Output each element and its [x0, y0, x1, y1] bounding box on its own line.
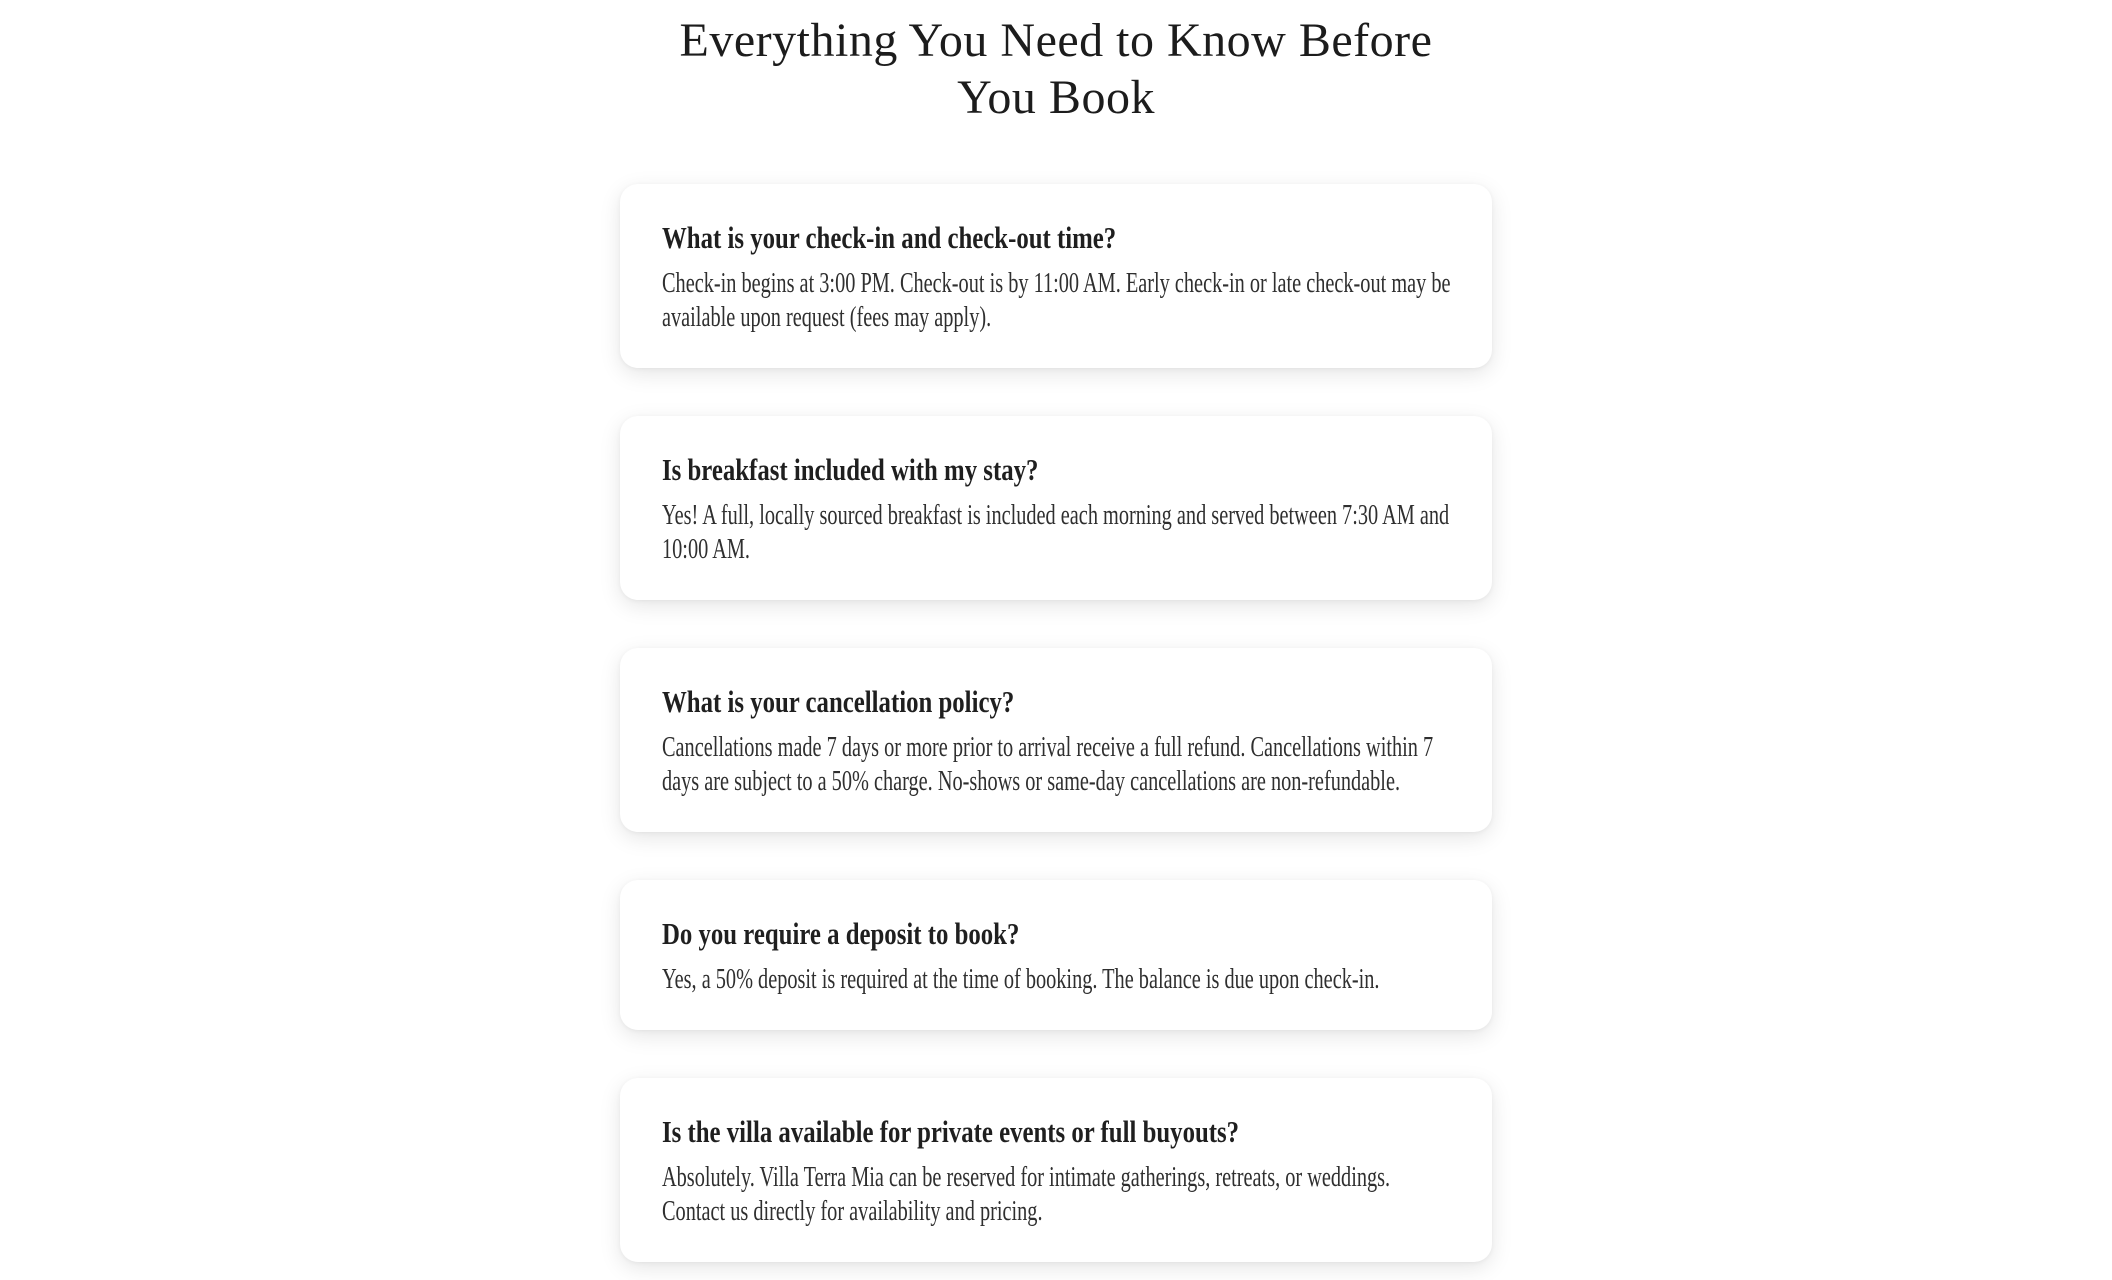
faq-answer: Absolutely. Villa Terra Mia can be reserved for intimate gatherings, retreats, or weddings. Contact us directly for availability and pricing. — [662, 1161, 1391, 1227]
faq-question: Is breakfast included with my stay? — [662, 452, 1039, 487]
faq-card-private-events — [620, 1078, 1492, 1262]
faq-question: What is your check-in and check-out time? — [662, 220, 1117, 255]
page-title-line1: Everything You Need to Know Before — [679, 14, 1433, 67]
faq-answer: Yes! A full, locally sourced breakfast is included each morning and served between 7:30 AM and 10:00 AM. — [662, 499, 1450, 565]
page-title-line2: You Book — [957, 71, 1155, 124]
faq-answer: Check-in begins at 3:00 PM. Check-out is by 11:00 AM. Early check-in or late check-out may be available upon request (fees may apply). — [662, 267, 1451, 333]
faq-card-deposit — [620, 880, 1492, 1030]
faq-question: Do you require a deposit to book? — [662, 916, 1020, 951]
page-title — [0, 12, 2112, 126]
faq-answer: Cancellations made 7 days or more prior to arrival receive a full refund. Cancellations within 7 days are subject to a 50% charge. No-shows or same-day cancellations are non-refundable. — [662, 731, 1434, 797]
faq-list — [620, 184, 1492, 1262]
faq-card-breakfast — [620, 416, 1492, 600]
faq-card-checkin-checkout — [620, 184, 1492, 368]
faq-card-cancellation-policy — [620, 648, 1492, 832]
faq-question: What is your cancellation policy? — [662, 684, 1015, 719]
faq-question: Is the villa available for private events or full buyouts? — [662, 1114, 1240, 1149]
faq-answer: Yes, a 50% deposit is required at the time of booking. The balance is due upon check-in. — [662, 963, 1380, 995]
